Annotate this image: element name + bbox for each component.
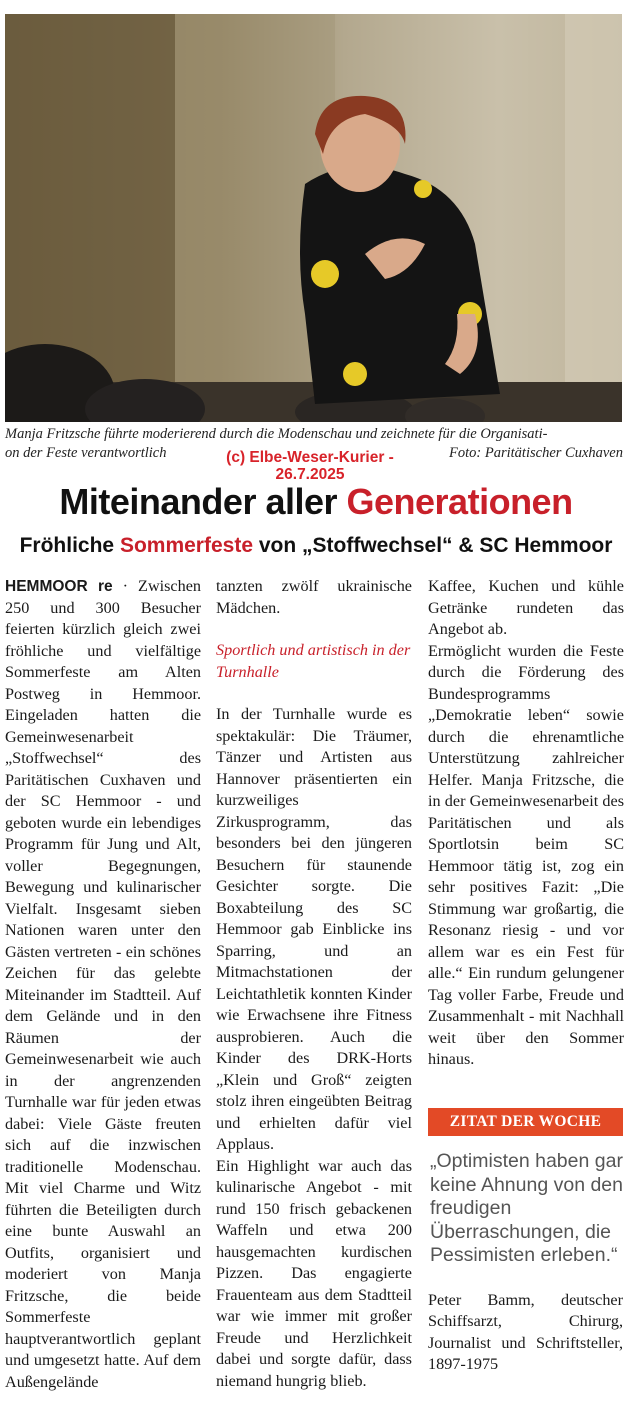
headline-part-2: Generationen: [346, 481, 573, 522]
subhead-part-1: Fröhliche: [19, 534, 120, 557]
paragraph-3: In der Turnhalle wurde es spektakulär: Die Träumer, Tänzer und Artisten aus Hannover präsentierten ein kurzweiliges Zirkusprogramm, das besonders bei den jüngeren Besuchern für staunende Gesichter sorgte. Die Boxabteilung des SC Hemmoor gab Einblicke ins Sparring, und an Mitmachstationen der Leichtathletik konnten Kinder wie Erwachsene ihre Fitness ausprobieren. Auch die Kinder des DRK-Horts „Klein und Groß“ zeigten stolz ihren eingeübten Beitrag und erhielten dafür viel Applaus.: [216, 705, 412, 1153]
subhead-part-2: Sommerfeste: [119, 534, 254, 557]
paragraph-1: [5, 576, 201, 1393]
woman-on-stage-photo: [5, 14, 622, 422]
caption-line-2: on der Feste verantwortlich: [5, 445, 167, 461]
article-column-3: [428, 576, 624, 1071]
watermark-line-1: (c) Elbe-Weser-Kurier -: [226, 449, 394, 466]
subhead-part-3: von „Stoffwechsel“ & SC Hemmoor: [253, 534, 613, 557]
caption-line-1: Manja Fritzsche führte moderierend durch die Modenschau und zeichnete für die Organisati-: [5, 426, 548, 442]
paragraph-4: Ein Highlight war auch das kulinarische Angebot - mit rund 150 frisch gebackenen Waffeln und etwa 200 hausgemachten kurdischen Pizzen. Das engagierte Frauenteam aus dem Stadtteil war wie immer mit großer Freude und Herzlichkeit dabei und sorgte dafür, dass niemand hungrig blieb.: [216, 1156, 412, 1390]
quote-text: „Optimisten haben gar keine Ahnung von den freudigen Überraschungen, die Pessimisten erleben.“: [430, 1150, 624, 1266]
paragraph-6: Ermöglicht wurden die Feste durch die Förderung des Bundesprogramms „Demokratie leben“ sowie durch die ehrenamtliche Unterstützung zahlreicher Helfer. Manja Fritzsche, die in der Gemeinwesenarbeit des Paritätischen und als Sportlotsin beim SC Hemmoor tätig ist, zog ein sehr positives Fazit: „Die Stimmung war großartig, die Resonanz riesig - und vor allem war es ein Fest für alle.“ Ein rundum gelungener Tag voller Farbe, Freude und Zusammenhalt - mit Nachhall weit über den Sommer hinaus.: [428, 641, 624, 1068]
section-subheading: Sportlich und artistisch in der Turnhalle: [216, 641, 411, 681]
quote-header: ZITAT DER WOCHE: [428, 1108, 623, 1136]
article-column-2: [216, 576, 412, 1392]
paragraph-1-text: · Zwischen 250 und 300 Besucher feierten kürzlich gleich zwei fröhliche und vielfältige Sommerfeste am Alten Postweg in Hemmoor. Eingeladen hatten die Gemeinwesenarbeit „Stoffwechsel“ des Paritätischen Cuxhaven und der SC Hemmoor - und geboten wurde ein lebendiges Programm für Jung und Alt, voller Begegnungen, Bewegung und kulinarischer Vielfalt. Insgesamt sieben Nationen waren unter den Gästen vertreten - ein schönes Zeichen für das gelebte Miteinander im Stadtteil. Auf dem Gelände und in den Räumen der Gemeinwesenarbeit wie auch in der angrenzenden Turnhalle war für jeden etwas dabei: Viele Gäste freuten sich auf die inzwischen traditionelle Modenschau. Mit viel Charme und Witz führten die Beteiligten durch eine bunte Auswahl an Outfits, organisiert und moderiert von Manja Fritzsche, die beide Sommerfeste hauptverantwortlich geplant und umgesetzt hatte. Auf dem Außengelände: [5, 577, 201, 1391]
headline-part-1: Miteinander aller: [59, 481, 347, 522]
paragraph-5: Kaffee, Kuchen und kühle Getränke rundeten das Angebot ab.: [428, 577, 624, 638]
headline: [0, 480, 632, 524]
quote-author: Peter Bamm, deutscher Schiffsarzt, Chirurg, Journalist und Schriftsteller, 1897-1975: [428, 1290, 623, 1373]
quote-of-the-week: [428, 1108, 623, 1376]
article-photo: [5, 14, 622, 422]
subheadline: [0, 532, 632, 560]
article-column-1: [5, 576, 201, 1393]
photo-credit: Foto: Paritätischer Cuxhaven: [449, 445, 623, 461]
dateline: HEMMOOR re: [5, 578, 113, 595]
watermark-line-2: 26.7.2025: [275, 466, 345, 483]
copyright-watermark: [196, 449, 424, 483]
paragraph-2: tanzten zwölf ukrainische Mädchen.: [216, 577, 412, 617]
